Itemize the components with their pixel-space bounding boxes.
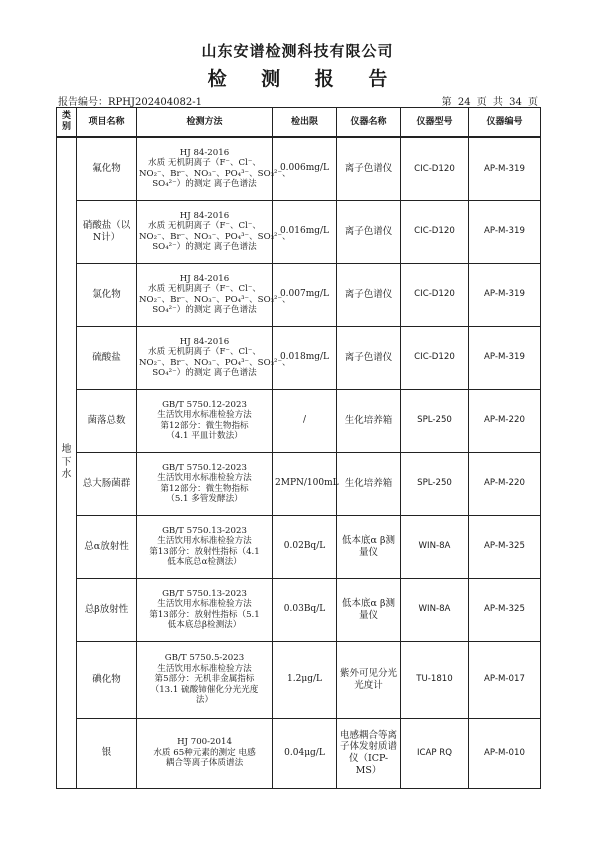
method-line: 生活饮用水标准检验方法 [157, 473, 252, 484]
header-row [57, 108, 541, 138]
instrument-model: SPL-250 [401, 452, 469, 515]
method-line: HJ 84-2016 [179, 210, 230, 221]
method-cell [137, 578, 273, 641]
report-number: 报告编号：RPHJ202404082-1 [58, 97, 202, 108]
table-row [57, 326, 541, 389]
col-number-header: 仪器编号 [469, 108, 541, 138]
method-cell [137, 263, 291, 326]
instrument-name: 电感耦合等离子体发射质谱仪（ICP-MS） [337, 718, 401, 788]
method-line: GB/T 5750.12-2023 [162, 399, 247, 410]
method-line: （4.1 平皿计数法） [166, 430, 243, 441]
detection-limit: 0.016mg/L [273, 200, 337, 263]
method-line: 生活饮用水标准检验方法 [157, 663, 252, 674]
item-name: 总α放射性 [77, 515, 137, 578]
method-line: 生活饮用水标准检验方法 [157, 599, 252, 610]
method-line: NO₂⁻、Br⁻、NO₃⁻、PO₄³⁻、SO₃²⁻、 [139, 294, 291, 305]
instrument-name: 低本底α β测量仪 [337, 515, 401, 578]
instrument-number: AP-M-017 [469, 641, 541, 718]
method-line: HJ 84-2016 [179, 336, 230, 347]
instrument-model: CIC-D120 [401, 263, 469, 326]
item-name: 氟化物 [77, 137, 137, 200]
method-cell [137, 326, 291, 389]
item-name: 总大肠菌群 [77, 452, 137, 515]
method-line: SO₄²⁻）的测定 离子色谱法 [152, 241, 257, 252]
detection-limit: 0.018mg/L [273, 326, 337, 389]
instrument-number: AP-M-220 [469, 389, 541, 452]
item-name: 总β放射性 [77, 578, 137, 641]
method-line: 生活饮用水标准检验方法 [157, 410, 252, 421]
method-line: HJ 700-2014 [177, 737, 232, 748]
item-name: 硫酸盐 [77, 326, 137, 389]
col-item-header: 项目名称 [77, 108, 137, 138]
method-cell [137, 452, 273, 515]
instrument-name: 低本底α β测量仪 [337, 578, 401, 641]
instrument-model: CIC-D120 [401, 200, 469, 263]
instrument-name: 生化培养箱 [337, 389, 401, 452]
instrument-model: TU-1810 [401, 641, 469, 718]
method-line: NO₂⁻、Br⁻、NO₃⁻、PO₄³⁻、SO₃²⁻、 [139, 231, 291, 242]
method-line: 耦合等离子体质谱法 [165, 758, 244, 769]
table-row [57, 641, 541, 718]
method-line: SO₄²⁻）的测定 离子色谱法 [152, 179, 257, 190]
method-line: HJ 84-2016 [179, 273, 230, 284]
report-meta [58, 93, 538, 107]
method-cell [137, 718, 273, 788]
item-name: 菌落总数 [77, 389, 137, 452]
method-line: 水质 65种元素的测定 电感 [153, 747, 256, 758]
detection-limit: 0.04μg/L [273, 718, 337, 788]
instrument-number: AP-M-325 [469, 578, 541, 641]
table-row [57, 263, 541, 326]
instrument-number: AP-M-325 [469, 515, 541, 578]
report-title: 检 测 报 告 [207, 68, 402, 90]
item-name: 氯化物 [77, 263, 137, 326]
col-model-header: 仪器型号 [401, 108, 469, 138]
instrument-name: 离子色谱仪 [337, 137, 401, 200]
item-name: 碘化物 [77, 641, 137, 718]
method-line: 第13部分：放射性指标（4.1 [149, 546, 260, 557]
method-line: SO₄²⁻）的测定 离子色谱法 [152, 304, 257, 315]
instrument-name: 生化培养箱 [337, 452, 401, 515]
method-line: （5.1 多管发酵法） [166, 493, 243, 504]
item-name: 银 [77, 718, 137, 788]
instrument-model: WIN-8A [401, 578, 469, 641]
table-row [57, 578, 541, 641]
method-line: 水质 无机阴离子（F⁻、Cl⁻、 [147, 158, 262, 169]
detection-limit: / [273, 389, 337, 452]
instrument-model: CIC-D120 [401, 137, 469, 200]
table-row [57, 200, 541, 263]
method-line: 低本底总α检测法） [167, 556, 242, 567]
method-line: NO₂⁻、Br⁻、NO₃⁻、PO₄³⁻、SO₃²⁻、 [139, 168, 291, 179]
method-cell [137, 641, 273, 718]
instrument-number: AP-M-010 [469, 718, 541, 788]
method-line: HJ 84-2016 [179, 147, 230, 158]
detection-limit: 0.007mg/L [273, 263, 337, 326]
instrument-model: ICAP RQ [401, 718, 469, 788]
item-name: 硝酸盐（以N计） [77, 200, 137, 263]
method-cell [137, 200, 291, 263]
instrument-name: 紫外可见分光光度计 [337, 641, 401, 718]
detection-limit: 0.02Bq/L [273, 515, 337, 578]
method-line: 低本底总β检测法） [167, 619, 242, 630]
company-name: 山东安谱检测科技有限公司 [201, 42, 394, 60]
method-line: 第13部分：放射性指标（5.1 [149, 609, 260, 620]
instrument-model: CIC-D120 [401, 326, 469, 389]
detection-limit: 0.006mg/L [273, 137, 337, 200]
method-line: NO₂⁻、Br⁻、NO₃⁻、PO₄³⁻、SO₃²⁻、 [139, 357, 291, 368]
detection-limit: 0.03Bq/L [273, 578, 337, 641]
method-line: 第5部分：无机非金属指标 [154, 674, 255, 685]
method-cell [137, 137, 291, 200]
method-line: 法） [195, 695, 214, 706]
instrument-number: AP-M-220 [469, 452, 541, 515]
method-line: 第12部分：微生物指标 [160, 483, 249, 494]
method-cell [137, 389, 273, 452]
col-instrument-header: 仪器名称 [337, 108, 401, 138]
method-line: 水质 无机阴离子（F⁻、Cl⁻、 [147, 284, 262, 295]
instrument-name: 离子色谱仪 [337, 326, 401, 389]
method-cell [137, 515, 273, 578]
category-cell [57, 137, 77, 788]
detection-limit: 2MPN/100mL [273, 452, 337, 515]
method-line: SO₄²⁻）的测定 离子色谱法 [152, 367, 257, 378]
method-line: GB/T 5750.13-2023 [162, 588, 247, 599]
col-limit-header: 检出限 [273, 108, 337, 138]
table-row [57, 389, 541, 452]
page-info: 第 24 页 共 34 页 [441, 97, 538, 108]
category-label: 地下水 [61, 444, 72, 480]
method-line: GB/T 5750.5-2023 [164, 653, 245, 664]
instrument-name: 离子色谱仪 [337, 200, 401, 263]
method-line: GB/T 5750.13-2023 [162, 525, 247, 536]
instrument-model: WIN-8A [401, 515, 469, 578]
col-category-header: 类别 [57, 108, 77, 138]
method-line: GB/T 5750.12-2023 [162, 462, 247, 473]
method-line: （13.1 硫酸铈催化分光光度 [150, 684, 259, 695]
instrument-number: AP-M-319 [469, 137, 541, 200]
instrument-number: AP-M-319 [469, 263, 541, 326]
test-methods-table [56, 107, 541, 789]
method-line: 水质 无机阴离子（F⁻、Cl⁻、 [147, 347, 262, 358]
table-row [57, 452, 541, 515]
table-row [57, 515, 541, 578]
instrument-model: SPL-250 [401, 389, 469, 452]
instrument-number: AP-M-319 [469, 200, 541, 263]
detection-limit: 1.2μg/L [273, 641, 337, 718]
table-row [57, 718, 541, 788]
method-line: 第12部分：微生物指标 [160, 420, 249, 431]
instrument-name: 离子色谱仪 [337, 263, 401, 326]
method-line: 生活饮用水标准检验方法 [157, 536, 252, 547]
instrument-number: AP-M-319 [469, 326, 541, 389]
table-row [57, 137, 541, 200]
col-method-header: 检测方法 [137, 108, 273, 138]
method-line: 水质 无机阴离子（F⁻、Cl⁻、 [147, 221, 262, 232]
